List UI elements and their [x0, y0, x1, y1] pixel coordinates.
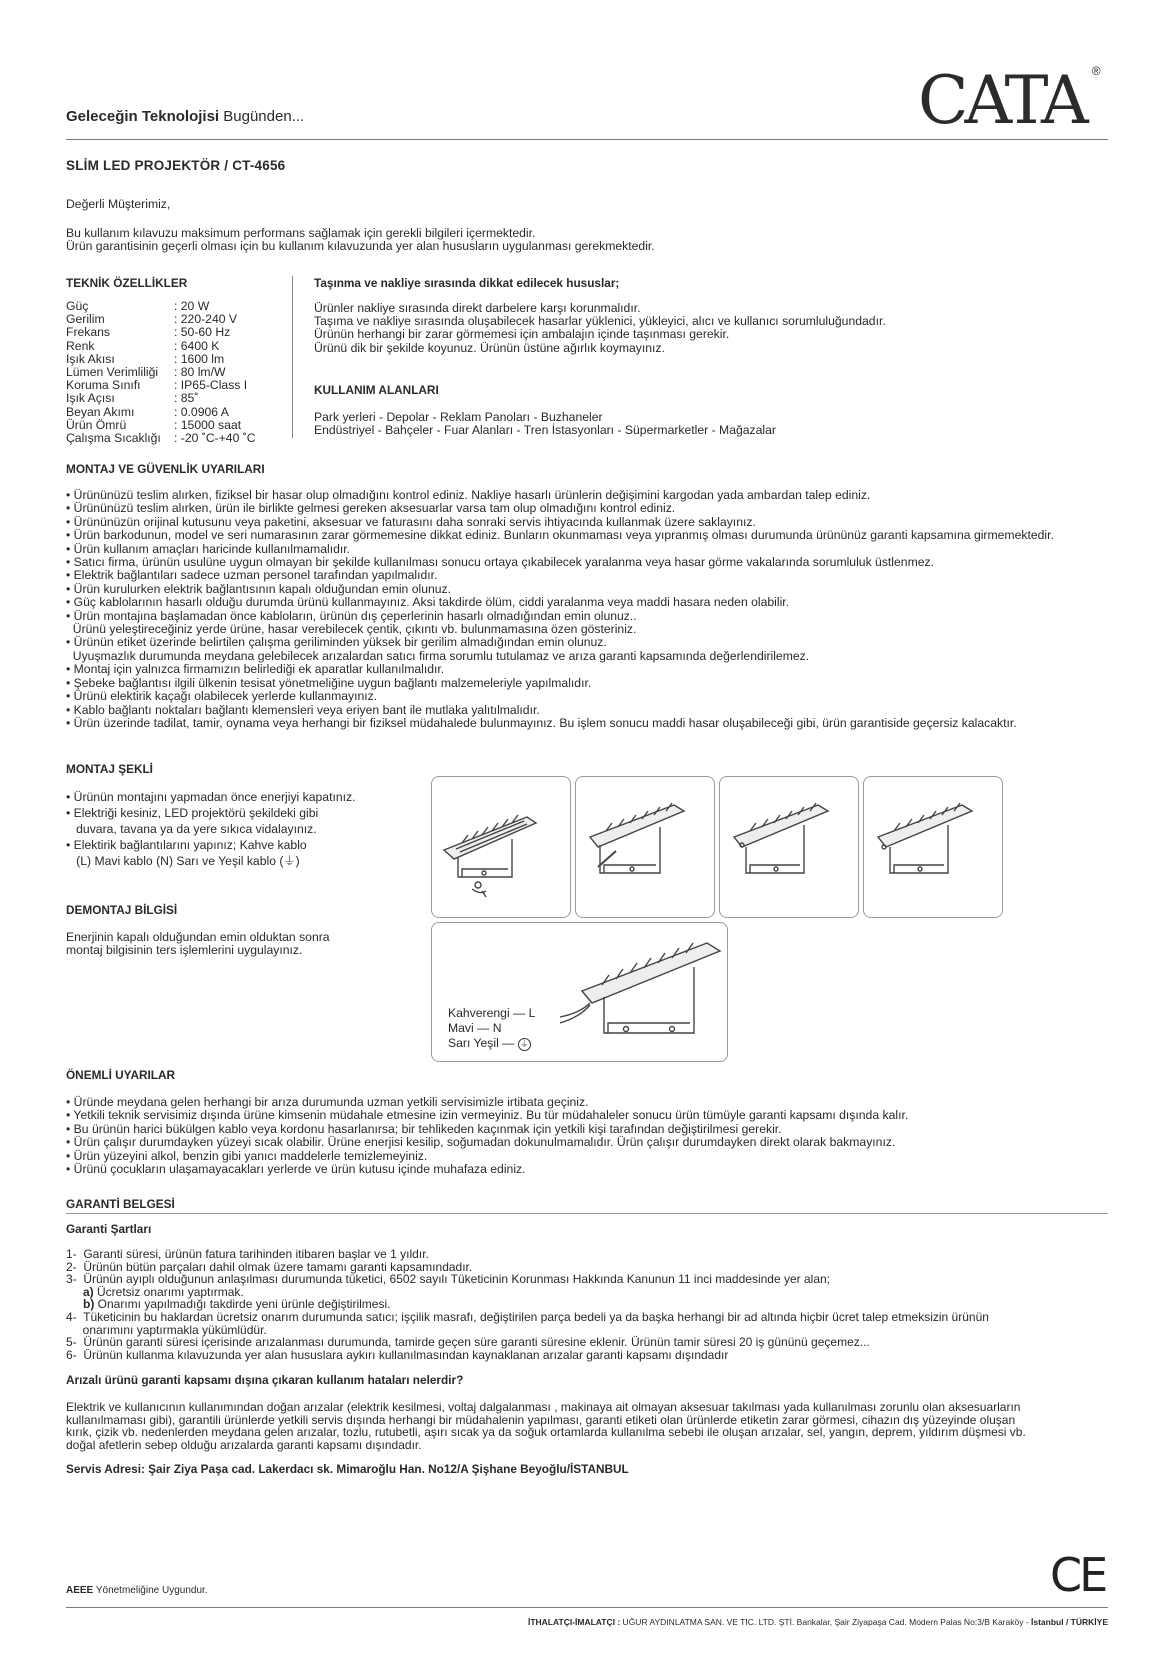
earth-icon: ⏚ — [519, 1039, 529, 1049]
floodlight-illustration — [864, 777, 1002, 917]
list-item: b) Onarımı yapılmadığı takdirde yeni ürünle değiştirilmesi. — [83, 1297, 391, 1312]
list-item: duvara, tavana ya da yere sıkıca vidalayınız. — [66, 822, 317, 836]
faulty-heading: Arızalı ürünü garanti kapsamı dışına çıkaran kullanım hataları nelerdir? — [66, 1373, 464, 1387]
list-item: • Ürün kurulurken elektrik bağlantısının kapalı olduğundan emin olunuz. — [66, 581, 452, 596]
transport-heading: Taşınma ve nakliye sırasında dikkat edilecek hususlar; — [314, 276, 620, 290]
warranty-terms — [66, 1248, 989, 1361]
list-item: • Ürünün etiket üzerinde belirtilen çalışma geriliminden yüksek bir gerilim almadığından emin olunuz. — [66, 635, 607, 650]
spec-row: Frekans : 50-60 Hz — [66, 325, 231, 340]
ce-mark: CE — [1050, 1548, 1106, 1602]
spec-row: Koruma Sınıfı : IP65-Class I — [66, 378, 248, 393]
safety-heading: MONTAJ VE GÜVENLİK UYARILARI — [66, 462, 265, 476]
mounting-heading: MONTAJ ŞEKLİ — [66, 762, 153, 776]
important-heading: ÖNEMLİ UYARILAR — [66, 1068, 176, 1082]
usage-line: Endüstriyel - Bahçeler - Fuar Alanları - Tren İstasyonları - Süpermarketler - Mağazalar — [314, 423, 776, 438]
figure-wiring — [431, 922, 728, 1062]
list-item: • Elektirik bağlantılarını yapınız; Kahve kablo — [66, 838, 307, 852]
spec-row: Işık Açısı : 85˚ — [66, 391, 199, 406]
aeee-note: AEEE Yönetmeliğine Uygundur. — [66, 1585, 208, 1596]
list-item: • Ürün yüzeyini alkol, benzin gibi yanıcı maddelerle temizlemeyiniz. — [66, 1148, 428, 1163]
wiring-label-brown: Kahverengi — L — [448, 1006, 536, 1020]
list-item: • Kablo bağlantı noktaları bağlantı klemensleri veya eriyen bant ile mutlaka yalıtılmalıdır. — [66, 702, 540, 717]
floodlight-illustration — [720, 777, 858, 917]
figure-step-3 — [719, 776, 859, 918]
list-item: • Elektrik bağlantıları sadece uzman personel tarafından yapılmalıdır. — [66, 568, 438, 583]
list-item: • Ürünün montajını yapmadan önce enerjiyi kapatınız. — [66, 790, 356, 804]
floodlight-illustration — [432, 777, 570, 917]
list-item: (L) Mavi kablo (N) Sarı ve Yeşil kablo (⏚) — [66, 854, 300, 868]
transport-text — [314, 302, 886, 355]
figure-step-4 — [863, 776, 1003, 918]
transport-line: Ürünün herhangi bir zarar görmemesi için ambalajın içinde taşınması gerekir. — [314, 327, 730, 342]
list-item: 1- Garanti süresi, ürünün fatura tarihinden itibaren başlar ve 1 yıldır. — [66, 1247, 429, 1261]
dismount-line: montaj bilgisinin ters işlemlerini uygulayınız. — [66, 943, 303, 958]
list-item: Uyuşmazlık durumunda meydana gelebilecek arızalardan satıcı firma sorumlu tutulamaz ve arıza garanti kapsamında değerlendirilemez. — [66, 648, 810, 663]
list-item: • Ürün barkodunun, model ve seri numarasının zarar görmemesine dikkat ediniz. Bunların okunmaması veya yıpranmış olması durumunda ürününüz garanti kapsamına girmemektedir. — [66, 528, 1054, 543]
list-item: 4- Tüketicinin bu haklardan ücretsiz onarım durumunda satıcı; işçilik masrafı, değiştirilen parça bedeli ya da başka herhangi bir ad altında hiçbir ücret talep etmeksizin ürünün — [66, 1309, 989, 1324]
list-item: • Üründe meydana gelen herhangi bir arıza durumunda uzman yetkili servisimizle irtibata geçiniz. — [66, 1095, 589, 1109]
tagline: Geleceğin Teknolojisi Bugünden... — [66, 108, 305, 125]
figure-step-1 — [431, 776, 571, 918]
product-title: SLİM LED PROJEKTÖR / CT-4656 — [66, 158, 286, 173]
list-item: • Ürününüzü teslim alırken, ürün ile birlikte gelmesi gereken aksesuarlar varsa tam olup olmadığını kontrol ediniz. — [66, 501, 676, 516]
list-item: 5- Ürünün garanti süresi içerisinde arızalanması durumunda, tamirde geçen süre garanti süresine eklenir. Ürünün tamir süresi 20 iş gününü geçemez... — [66, 1335, 870, 1350]
list-item: • Montaj için yalnızca firmamızın belirlediği ek aparatlar kullanılmalıdır. — [66, 662, 445, 677]
faulty-line: doğal afetlerin sebep olduğu arızalarda garanti kapsamı dışındadır. — [66, 1437, 422, 1452]
wiring-label-earth: Sarı Yeşil — ⏚ — [448, 1036, 529, 1050]
list-item: • Ürün üzerinde tadilat, tamir, oynama veya herhangi bir fiziksel müdahalede bulunmayınız. Bu işlem sonucu maddi hasar oluşabileceği gibi, ürün garantiside geçersiz kalacaktır. — [66, 715, 1017, 730]
list-item: • Satıcı firma, ürünün usulüne uygun olmayan bir şekilde kullanılması sonucu ortaya çıkabilecek yaralanma veya hasar görme vakalarında sorumluluk üstlenmez. — [66, 555, 934, 570]
faulty-text — [66, 1401, 1026, 1451]
list-item: onarımını yaptırmakla yükümlüdür. — [66, 1322, 267, 1337]
transport-line: Ürünü dik bir şekilde koyunuz. Ürünün üstüne ağırlık koymayınız. — [314, 340, 665, 355]
mounting-list — [66, 789, 355, 869]
warranty-subheading: Garanti Şartları — [66, 1222, 152, 1236]
spec-row: Işık Akısı : 1600 lm — [66, 351, 225, 366]
spec-row: Güç : 20 W — [66, 299, 210, 313]
intro-line-2: Ürün garantisinin geçerli olması için bu kullanım kılavuzunda yer alan hususların uygulanması gerekmektedir. — [66, 239, 655, 253]
list-item: • Ürününüzü teslim alırken, fiziksel bir hasar olup olmadığını kontrol ediniz. Nakliye hasarlı ürünlerin değişimini kargodan yada ambardan talep ediniz. — [66, 488, 871, 502]
spec-row: Ürün Ömrü : 15000 saat — [66, 417, 242, 432]
wiring-label-blue: Mavi — N — [448, 1021, 502, 1035]
transport-line: Taşıma ve nakliye sırasında oluşabilecek hasarlar yüklenici, yükleyici, alıcı ve kullanıcı sorumluluğundadır. — [314, 314, 886, 329]
list-item: 2- Ürünün bütün parçaları dahil olmak üzere tamamı garanti kapsamındadır. — [66, 1259, 473, 1274]
column-divider — [292, 276, 293, 438]
floodlight-illustration — [576, 777, 714, 917]
warranty-heading: GARANTİ BELGESİ — [66, 1197, 175, 1211]
faulty-line: kullanılmaması gibi), garantili ürünlerde yetkili servis dışında herhangi bir müdahalenin yapılması, garanti etiketi olan ürünlerde etiketin zarar görmesi, cihazın dış yüzeyinde oluşan — [66, 1412, 1016, 1427]
spec-table — [66, 300, 256, 445]
list-item: • Ürünü elektirik kaçağı olabilecek yerlerde kullanmayınız. — [66, 689, 378, 704]
list-item: • Elektriği kesiniz, LED projektörü şekildeki gibi — [66, 806, 319, 820]
usage-line: Park yerleri - Depolar - Reklam Panoları - Buzhaneler — [314, 410, 603, 424]
list-item: Ürünü yeleştireceğiniz yerde ürüne, hasar verebilecek çentik, çıkıntı vb. bulunmamasına özen gösteriniz. — [66, 622, 637, 637]
spec-row: Çalışma Sıcaklığı : -20 ˚C-+40 ˚C — [66, 431, 256, 446]
important-list — [66, 1096, 908, 1176]
spec-row: Gerilim : 220-240 V — [66, 312, 238, 327]
specs-heading: TEKNİK ÖZELLİKLER — [66, 276, 188, 290]
importer-info: İTHALATÇI-İMALATÇI : UĞUR AYDINLATMA SAN. VE TİC. LTD. ŞTİ. Bankalar, Şair Ziyapaşa Cad. Modern Palas No:3/B Karaköy - İstanbul / TÜRKİYE — [527, 1617, 1108, 1627]
list-item: • Ürün montajına başlamadan önce kabloların, ürünün dış çeperlerinin hasarlı olmadığından emin olunuz.. — [66, 608, 637, 623]
dismount-line: Enerjinin kapalı olduğundan emin olduktan sonra — [66, 930, 330, 944]
list-item: a) Ücretsiz onarımı yaptırmak. — [83, 1284, 244, 1299]
list-item: • Ürün çalışır durumdayken yüzeyi sıcak olabilir. Ürüne enerjisi kesilip, soğumadan dokunulmamalıdır. Ürün çalışır durumdayken direkt olarak bakmayınız. — [66, 1135, 896, 1150]
spec-row: Renk : 6400 K — [66, 338, 220, 353]
service-address: Servis Adresi: Şair Ziya Paşa cad. Lakerdacı sk. Mimaroğlu Han. No12/A Şişhane Beyoğlu/İSTANBUL — [66, 1462, 629, 1476]
transport-line: Ürünler nakliye sırasında direkt darbelere karşı korunmalıdır. — [314, 301, 641, 315]
dismount-text — [66, 931, 330, 957]
safety-list — [66, 489, 1054, 730]
list-item: • Ürün kullanım amaçları haricinde kullanılmamalıdır. — [66, 541, 351, 556]
cata-logo: CATA ® — [918, 62, 1101, 139]
faulty-line: kırık, çizik vb. nedenlerden meydana gelen arızalar, tozlu, rutubetli, aşırı sıcak ya da soğuk ortamlarda kullanılma sebebi ile oluşan arızalar, sel, yangın, deprem, yıldırım düşmesi vb. — [66, 1425, 1026, 1440]
list-item: 6- Ürünün kullanma kılavuzunda yer alan hususlara aykırı kullanılmasından kaynaklanan arızalar garanti kapsamı dışındadır — [66, 1347, 729, 1362]
list-item: 3- Ürünün ayıplı olduğunun anlaşılması durumunda tüketici, 6502 sayılı Tüketicinin Korunması Hakkında Kanunun 11 inci maddesinde yer alan; — [66, 1272, 831, 1287]
list-item: • Şebeke bağlantısı ilgili ülkenin tesisat yönetmeliğine uygun bağlantı malzemeleriyle yapılmalıdır. — [66, 675, 592, 690]
intro-line-1: Bu kullanım kılavuzu maksimum performans sağlamak için gerekli bilgileri içermektedir. — [66, 226, 536, 240]
list-item: • Ürünü çocukların ulaşamayacakları yerlerde ve ürün kutusu içinde muhafaza ediniz. — [66, 1162, 526, 1177]
list-item: • Yetkili teknik servisimiz dışında ürüne kimsenin müdahale etmesine izin vermeyiniz. Bu tür müdahaleler sonucu ürün tümüyle garanti kapsamı dışında kalır. — [66, 1108, 909, 1123]
figure-step-2 — [575, 776, 715, 918]
usage-heading: KULLANIM ALANLARI — [314, 383, 439, 397]
dismount-heading: DEMONTAJ BİLGİSİ — [66, 903, 178, 917]
spec-row: Beyan Akımı : 0.0906 A — [66, 404, 229, 419]
list-item: • Ürününüzün orijinal kutusunu veya paketini, aksesuar ve faturasını daha sonraki servis ihtiyacında kullanmak üzere saklayınız. — [66, 514, 756, 529]
list-item: • Bu ürünün harici bükülgen kablo veya kordonu hasarlanırsa; bir tehlikeden kaçınmak için yetkili kişi tarafından değiştirilmesi gerekir. — [66, 1121, 782, 1136]
usage-text — [314, 411, 776, 437]
list-item: • Güç kablolarının hasarlı olduğu durumda ürünü kullanmayınız. Aksi takdirde ölüm, ciddi yaralanma veya maddi hasara neden olabilir. — [66, 595, 790, 610]
greeting: Değerli Müşterimiz, — [66, 197, 171, 211]
spec-row: Lümen Verimliliği : 80 lm/W — [66, 365, 226, 380]
faulty-line: Elektrik ve kullanıcının kullanımından doğan arızalar (elektrik kesilmesi, voltaj dalgalanması , makinaya ait olmayan aksesuar takılması yada kullanılması zorunlu olan aksesuarların — [66, 1400, 1021, 1414]
